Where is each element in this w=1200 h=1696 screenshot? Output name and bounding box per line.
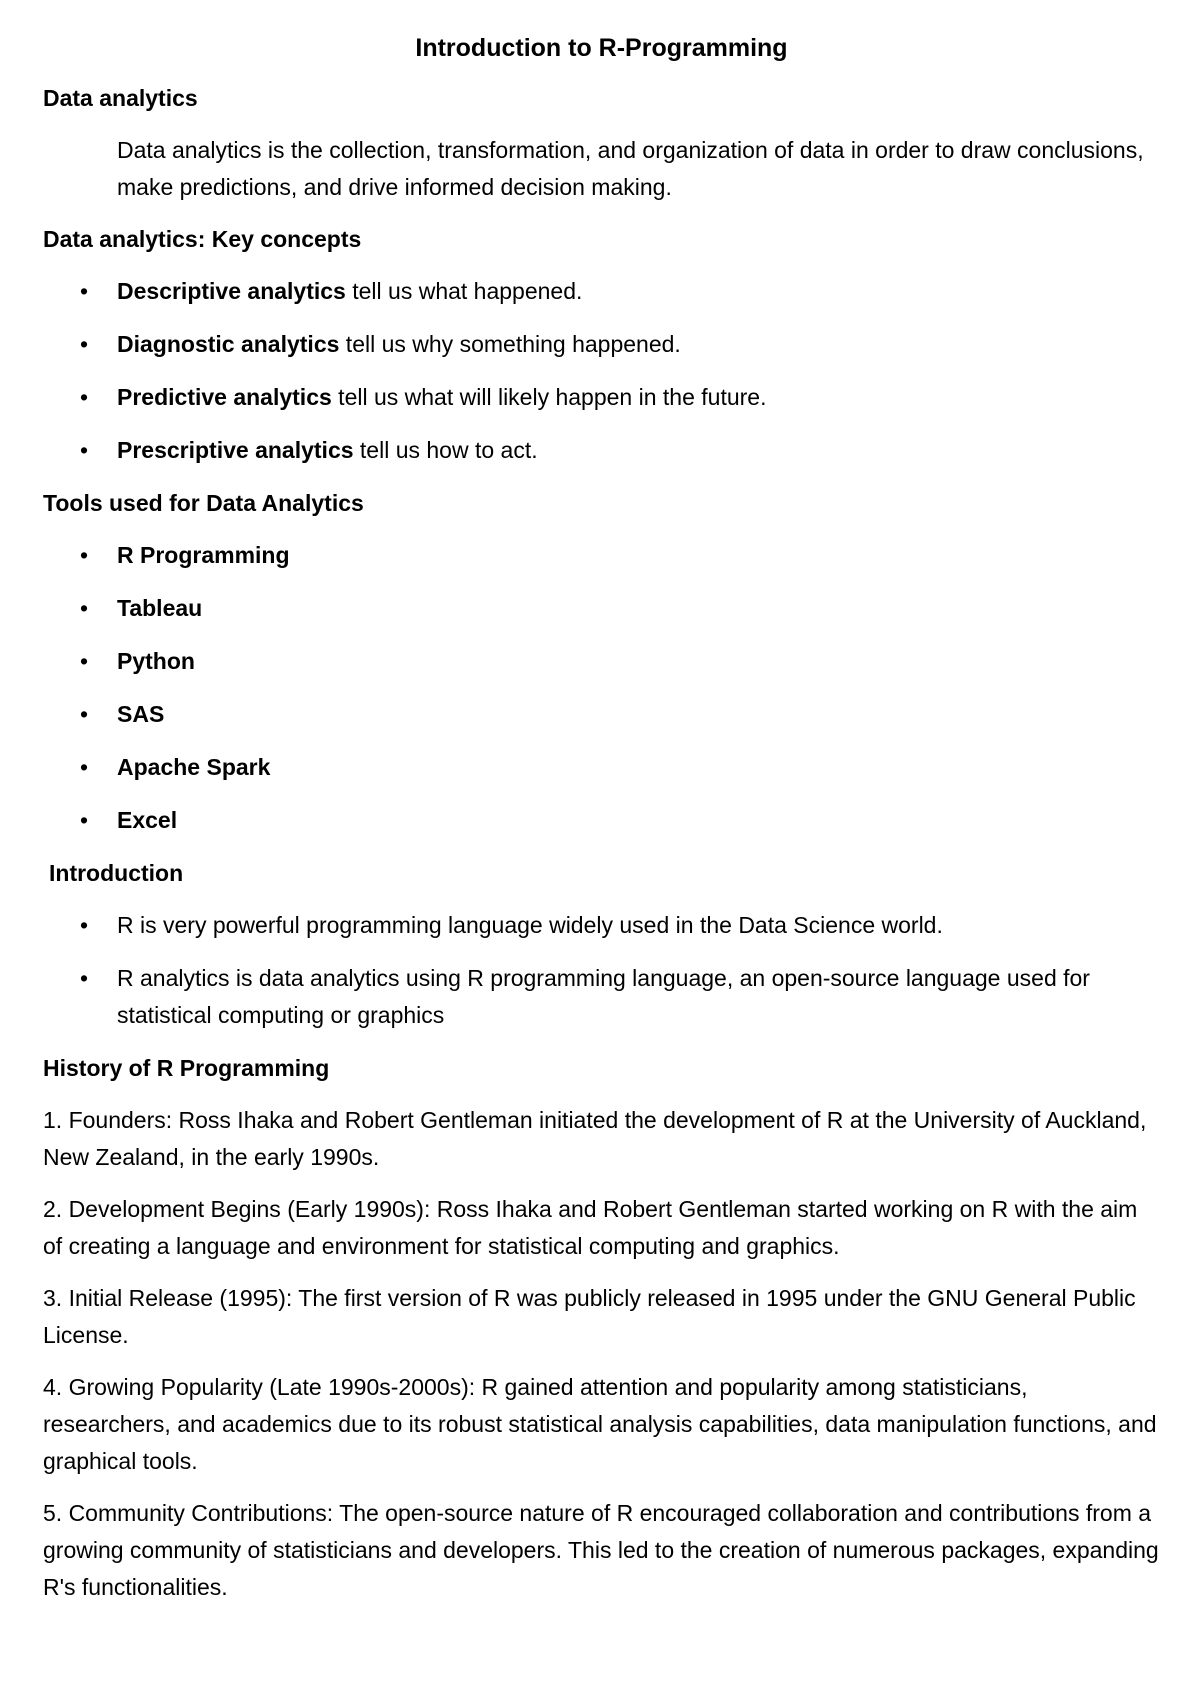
concept-description: tell us what will likely happen in the future. bbox=[331, 384, 767, 410]
list-item bbox=[43, 590, 1160, 627]
bullet-marker: • bbox=[80, 648, 89, 674]
tool-name: SAS bbox=[117, 701, 165, 727]
bullet-marker: • bbox=[80, 912, 89, 938]
tools-list bbox=[43, 537, 1160, 839]
heading-introduction: Introduction bbox=[49, 860, 184, 886]
tool-name: Python bbox=[117, 648, 195, 674]
bullet-marker: • bbox=[80, 754, 89, 780]
history-item: 2. Development Begins (Early 1990s): Ross Ihaka and Robert Gentleman started working on R with the aim of creating a language and environment for statistical computing and graphics. bbox=[43, 1196, 1138, 1259]
tool-name: Tableau bbox=[117, 595, 203, 621]
heading-tools: Tools used for Data Analytics bbox=[43, 490, 364, 516]
bullet-marker: • bbox=[80, 701, 89, 727]
introduction-list bbox=[43, 907, 1160, 1034]
introduction-text: R analytics is data analytics using R programming language, an open-source language used for statistical computing or graphics bbox=[117, 965, 1090, 1028]
history-item: 3. Initial Release (1995): The first version of R was publicly released in 1995 under the GNU General Public License. bbox=[43, 1285, 1136, 1348]
concept-term: Prescriptive analytics bbox=[117, 437, 354, 463]
list-item bbox=[43, 273, 1160, 310]
key-concepts-list bbox=[43, 273, 1160, 469]
history-item: 4. Growing Popularity (Late 1990s-2000s): R gained attention and popularity among statisticians, researchers, and academics due to its robust statistical analysis capabilities, data manipulation functions, and graphical tools. bbox=[43, 1374, 1157, 1474]
list-item bbox=[43, 696, 1160, 733]
bullet-marker: • bbox=[80, 437, 89, 463]
bullet-marker: • bbox=[80, 807, 89, 833]
list-item bbox=[43, 960, 1160, 1034]
list-item bbox=[43, 432, 1160, 469]
data-analytics-definition: Data analytics is the collection, transformation, and organization of data in order to draw conclusions, make predictions, and drive informed decision making. bbox=[117, 137, 1144, 200]
tool-name: Apache Spark bbox=[117, 754, 271, 780]
concept-term: Descriptive analytics bbox=[117, 278, 346, 304]
heading-history: History of R Programming bbox=[43, 1055, 330, 1081]
list-item bbox=[43, 326, 1160, 363]
tool-name: R Programming bbox=[117, 542, 290, 568]
concept-description: tell us what happened. bbox=[345, 278, 583, 304]
bullet-marker: • bbox=[80, 965, 89, 991]
heading-key-concepts: Data analytics: Key concepts bbox=[43, 226, 362, 252]
concept-description: tell us why something happened. bbox=[339, 331, 681, 357]
bullet-marker: • bbox=[80, 331, 89, 357]
list-item bbox=[43, 749, 1160, 786]
list-item bbox=[43, 907, 1160, 944]
heading-data-analytics: Data analytics bbox=[43, 85, 198, 111]
history-item: 5. Community Contributions: The open-source nature of R encouraged collaboration and contributions from a growing community of statisticians and developers. This led to the creation of numerous packages, expanding R's functionalities. bbox=[43, 1500, 1159, 1600]
list-item bbox=[43, 379, 1160, 416]
bullet-marker: • bbox=[80, 278, 89, 304]
concept-term: Predictive analytics bbox=[117, 384, 332, 410]
concept-term: Diagnostic analytics bbox=[117, 331, 340, 357]
history-item: 1. Founders: Ross Ihaka and Robert Gentleman initiated the development of R at the University of Auckland, New Zealand, in the early 1990s. bbox=[43, 1107, 1147, 1170]
page-title: Introduction to R-Programming bbox=[415, 34, 788, 62]
bullet-marker: • bbox=[80, 595, 89, 621]
bullet-marker: • bbox=[80, 384, 89, 410]
concept-description: tell us how to act. bbox=[353, 437, 538, 463]
bullet-marker: • bbox=[80, 542, 89, 568]
introduction-text: R is very powerful programming language widely used in the Data Science world. bbox=[117, 912, 943, 938]
list-item bbox=[43, 537, 1160, 574]
list-item bbox=[43, 802, 1160, 839]
list-item bbox=[43, 643, 1160, 680]
tool-name: Excel bbox=[117, 807, 178, 833]
